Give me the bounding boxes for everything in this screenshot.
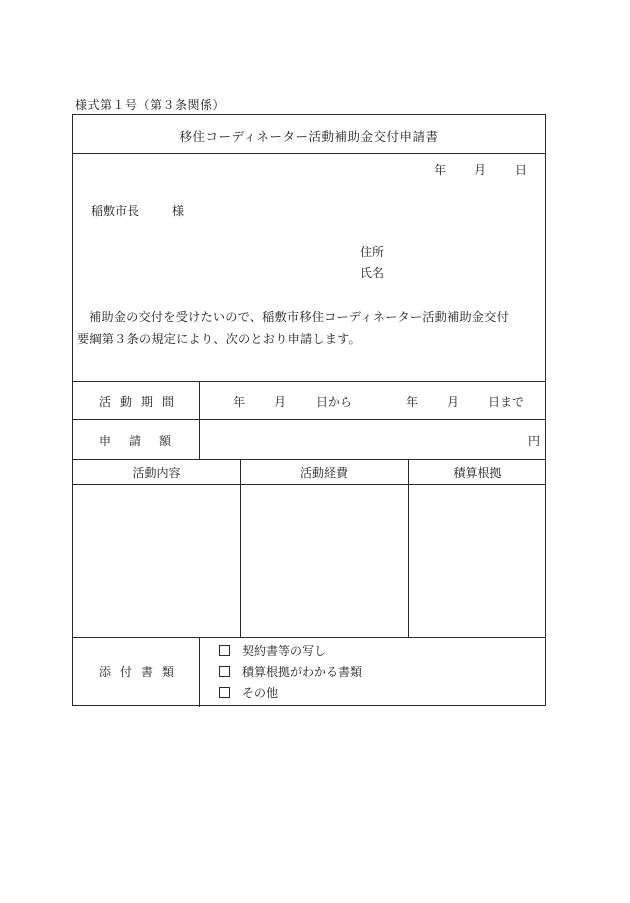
form-number-label: 様式第１号（第３条関係） — [75, 98, 226, 112]
attachment-item[interactable] — [219, 684, 278, 701]
checkbox[interactable] — [219, 645, 230, 656]
period-start-day[interactable]: 日から — [316, 395, 353, 409]
period-end-year[interactable]: 年 — [406, 395, 419, 409]
period-end-day[interactable]: 日まで — [488, 395, 525, 409]
statement-line-2: 要綱第３条の規定により、次のとおり申請します。 — [77, 332, 361, 346]
column-divider — [199, 637, 200, 707]
checkbox[interactable] — [219, 666, 230, 677]
activity-expense-cell[interactable] — [241, 485, 408, 637]
honorific: 様 — [172, 204, 185, 218]
attachment-item[interactable] — [219, 642, 326, 659]
addressee: 稲敷市長 — [91, 204, 140, 218]
period-end-month[interactable]: 月 — [447, 395, 460, 409]
activity-period-label: 活動期間 — [99, 395, 184, 409]
attachments-label: 添付書類 — [99, 665, 184, 679]
checkbox[interactable] — [219, 687, 230, 698]
header-activity-content: 活動内容 — [132, 466, 181, 480]
divider — [73, 153, 545, 154]
date-day-field[interactable]: 日 — [515, 163, 528, 177]
date-year-field[interactable]: 年 — [434, 163, 447, 177]
statement-line-1: 補助金の交付を受けたいので、稲敷市移住コーディネーター活動補助金交付 — [89, 310, 509, 324]
activity-content-cell[interactable] — [73, 485, 240, 637]
calculation-basis-cell[interactable] — [409, 485, 547, 637]
request-amount-label: 申請額 — [99, 434, 190, 448]
period-start-year[interactable]: 年 — [233, 395, 246, 409]
name-field[interactable]: 氏名 — [360, 266, 385, 280]
divider — [73, 459, 545, 460]
attachment-item-label: その他 — [242, 686, 279, 700]
header-activity-expense: 活動経費 — [299, 466, 348, 480]
attachment-item[interactable] — [219, 663, 362, 680]
address-field[interactable]: 住所 — [360, 245, 385, 259]
form-title: 移住コーディネーター活動補助金交付申請書 — [179, 129, 439, 144]
request-amount-unit[interactable]: 円 — [528, 434, 541, 448]
attachment-item-label: 契約書等の写し — [242, 644, 327, 658]
date-month-field[interactable]: 月 — [474, 163, 487, 177]
period-start-month[interactable]: 月 — [274, 395, 287, 409]
divider — [73, 419, 545, 420]
attachment-item-label: 積算根拠がわかる書類 — [242, 665, 363, 679]
divider — [73, 381, 545, 382]
header-calculation-basis: 積算根拠 — [453, 466, 502, 480]
divider — [73, 637, 545, 638]
application-form — [72, 114, 546, 706]
application-statement — [77, 306, 545, 350]
column-divider — [199, 381, 200, 459]
